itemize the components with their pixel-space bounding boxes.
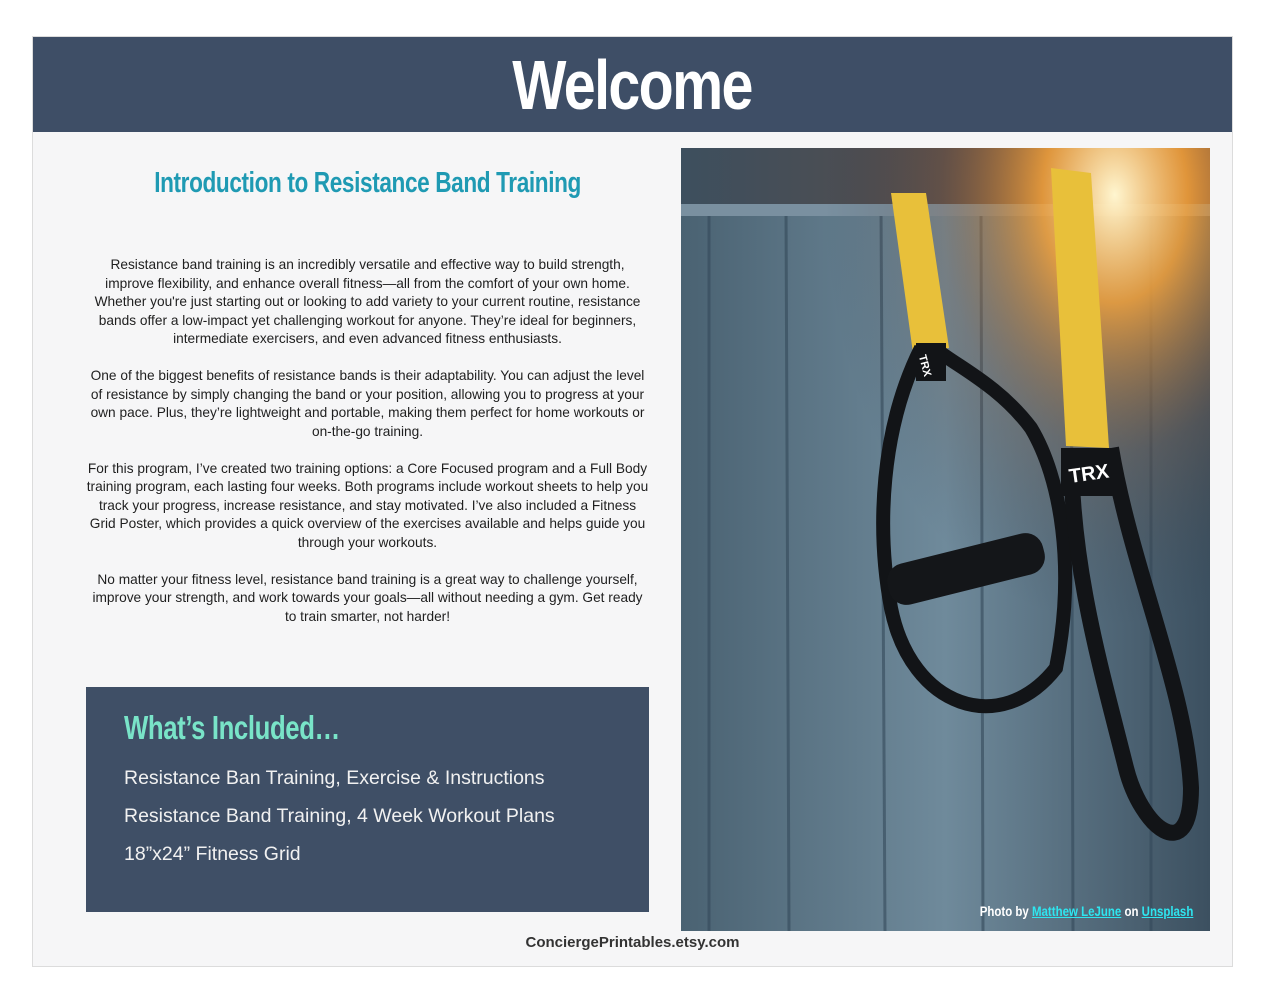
trx-logo-text: TRX <box>1067 460 1111 488</box>
included-item: 18”x24” Fitness Grid <box>124 843 301 865</box>
photo-illustration <box>681 148 1210 931</box>
header-banner <box>33 37 1232 132</box>
intro-paragraph: Resistance band training is an incredibly versatile and effective way to build strength, improve flexibility, and enhance overall fitness—all from the comfort of your own home. Whether you're just starting out or looking to add variety to your current routine, resistance bands offer a low-impact yet challenging workout for anyone. They’re ideal for beginners, intermediate exercisers, and even advanced fitness enthusiasts. <box>94 257 641 346</box>
whats-included-heading: What’s Included… <box>124 709 340 746</box>
page-title: Welcome <box>512 45 753 124</box>
credit-source-link[interactable]: Unsplash <box>1141 904 1193 919</box>
whats-included-box <box>86 687 649 912</box>
footer-url: ConciergePrintables.etsy.com <box>525 934 740 951</box>
trx-logo-text-small: TRX <box>915 353 934 378</box>
intro-heading-text: Introduction to Resistance Band Training <box>154 167 581 199</box>
trx-strap-photo <box>681 148 1210 931</box>
credit-author-link[interactable]: Matthew LeJune <box>1031 904 1121 919</box>
intro-paragraph: No matter your fitness level, resistance band training is a great way to challenge yourself, improve your strength, and work towards your goals—all without needing a gym. Get ready to train smarter, not harder! <box>92 571 643 624</box>
credit-middle: on <box>1124 904 1139 919</box>
intro-paragraph: For this program, I’ve created two training options: a Core Focused program and a Full Body training program, each lasting four weeks. Both programs include workout sheets to help you track your progress, increase resistance, and stay motivated. I’ve also included a Fitness Grid Poster, which provides a quick overview of the exercises available and helps guide you through your workouts. <box>86 460 649 550</box>
intro-body <box>85 256 650 645</box>
included-item: Resistance Band Training, 4 Week Workout Plans <box>124 805 555 827</box>
photo-credit <box>979 904 1193 919</box>
included-item: Resistance Ban Training, Exercise & Instructions <box>124 767 545 789</box>
credit-prefix: Photo by <box>979 904 1029 919</box>
intro-heading <box>85 167 650 200</box>
page <box>32 36 1233 967</box>
intro-paragraph: One of the biggest benefits of resistance bands is their adaptability. You can adjust the level of resistance by simply changing the band or your position, allowing you to progress at your own pace. Plus, they’re lightweight and portable, making them perfect for home workouts or on-the-go training. <box>90 368 645 439</box>
